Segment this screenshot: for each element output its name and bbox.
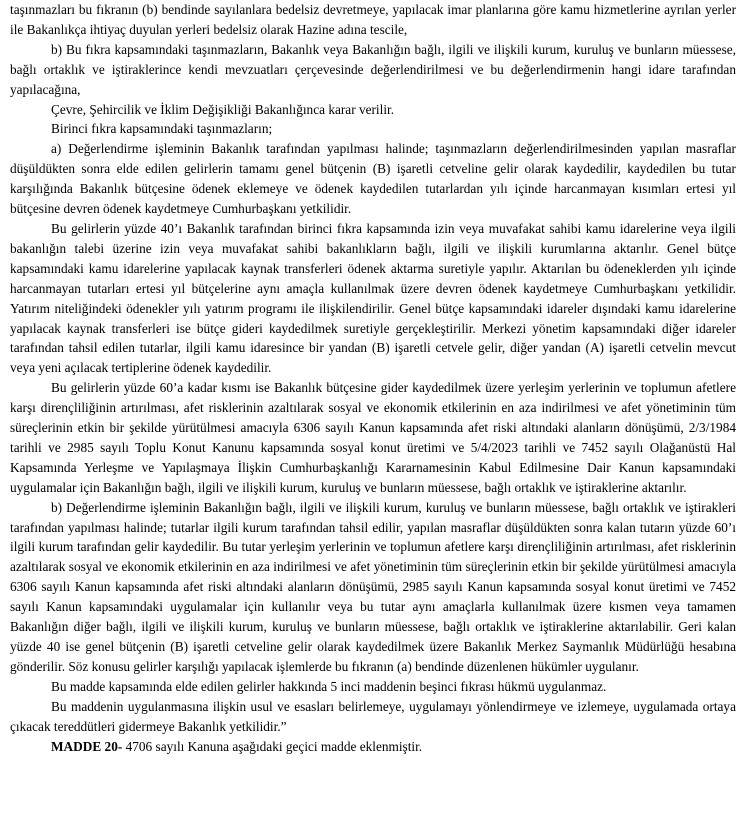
- paragraph-article-5: Bu madde kapsamında elde edilen gelirler hakkında 5 inci maddenin beşinci fıkrası hükmü uygulanmaz.: [51, 678, 607, 694]
- paragraph-a-ministry: a) Değerlendirme işleminin Bakanlık tarafından yapılması halinde; taşınmazların değerlendirilmesinden yapılan masraflar düşüldükten sonra elde edilen gelirlerin tamamı genel bütçenin (B) işaretli cetveline gelir olarak kaydedilir, kaydedilen bu tutar karşılığında Bakanlık bütçesine ödenek eklemeye ve ödenek kaydedilen tutarlardan yılı içinde harcanmayan kısımları ertesi yıl bütçesine devren ödenek kaydetmeye Cumhurbaşkanı yetkilidir.: [10, 141, 736, 217]
- paragraph-continuation: taşınmazları bu fıkranın (b) bendinde sayılanlara bedelsiz devretmeye, yapılacak imar planlarına göre kamu hizmetlerine ayrılan yerler ile Bakanlıkça ihtiyaç duyulan yerleri bedelsiz olarak Hazine adına tescile,: [10, 2, 736, 37]
- paragraph-first-clause: Birinci fıkra kapsamındaki taşınmazların;: [51, 121, 273, 137]
- article-heading: MADDE 20-: [51, 738, 123, 754]
- paragraph-forty-percent: Bu gelirlerin yüzde 40’ı Bakanlık tarafından birinci fıkra kapsamında izin veya muvafakat sahibi kamu idarelerine veya ilgili bakanlığın talebi üzerine izin veya muvafakat sahibi bakanlıkların bağlı, ilgili ve ilişkili kurumlarına aktarılır. Genel bütçe kapsamındaki kamu idarelerine yapılacak kaynak transferleri ödenek aktarma suretiyle yapılır. Aktarılan bu ödeneklerden yılı içinde harcanmayan tutarları ertesi yıl bütçelerine aynı amaçla kullanılmak üzere devren ödenek kaydetmeye Cumhurbaşkanı yetkilidir. Yatırım niteliğindeki ödenekler yılı yatırım programı ile ilişkilendirilir. Genel bütçe kapsamındaki idareler dışındaki kamu idarelerine yapılacak kaynak transferleri ise bütçe gideri kaydedilmek suretiyle gerçekleştirilir. Merkezi yönetim kapsamındaki diğer idareler tarafından tahsil edilen tutarlar, ilgili kamu idaresince bir yandan (B) işaretli cetvele gelir, diğer yandan (A) işaretli cetvelin mevcut veya yeni açılacak tertiplerine ödenek kaydedilir.: [10, 220, 736, 376]
- paragraph-sixty-percent: Bu gelirlerin yüzde 60’a kadar kısmı ise Bakanlık bütçesine gider kaydedilmek üzere yerleşim yerlerinin ve toplumun afetlere karşı dirençliliğinin artırılması, afet risklerinin azaltılarak sosyal ve ekonomik etkilerinin en aza indirilmesi ve afet yönetiminin tüm süreçlerinin etkin bir şekilde yürütülmesi amacıyla 6306 sayılı Kanun kapsamında afet riski altındaki alanların dönüşümü, 2/3/1984 tarihli ve 2985 sayılı Toplu Konut Kanunu kapsamında sosyal konut üretimi ve 5/4/2023 tarihli ve 7452 sayılı Olağanüstü Hal Kapsamında Yerleşme ve Yapılaşmaya İlişkin Cumhurbaşkanlığı Kararnamesinin Kabul Edilmesine Dair Kanun kapsamındaki uygulamalar için Bakanlığın bağlı, ilgili ve ilişkili kurum, kuruluş ve bunların müessese, bağlı ortaklık ve iştiraklerine aktarılır.: [10, 380, 736, 495]
- paragraph-b-evaluation: b) Bu fıkra kapsamındaki taşınmazların, Bakanlık veya Bakanlığın bağlı, ilgili ve ilişkili kurum, kuruluş ve bunların müessese, bağlı ortaklık ve iştiraklerince kendi mevzuatları çerçevesinde değerlendirilmesi ve bu değerlendirmenin hangi idare tarafından yapılacağına,: [10, 41, 736, 97]
- article-text: 4706 sayılı Kanuna aşağıdaki geçici madde eklenmiştir.: [122, 738, 423, 754]
- paragraph-ministry-decision: Çevre, Şehircilik ve İklim Değişikliği Bakanlığınca karar verilir.: [51, 101, 395, 117]
- paragraph-authority: Bu maddenin uygulanmasına ilişkin usul ve esasları belirlemeye, uygulamayı yönlendirmeye ve izlemeye, uygulamada ortaya çıkacak tereddütleri gidermeye Bakanlık yetkilidir.”: [10, 698, 736, 734]
- paragraph-b-institutions: b) Değerlendirme işleminin Bakanlığın bağlı, ilgili ve ilişkili kurum, kuruluş ve bunların müessese, bağlı ortaklık ve iştirakleri tarafından yapılması halinde; tutarlar ilgili kurum tarafından tahsil edilir, yapılan masraflar düşüldükten sonra kalan tutarın yüzde 60’ı ilgili kurum tarafından gelir kaydedilir. Bu tutar yerleşim yerlerinin ve toplumun afetlere karşı dirençliliğinin artırılması, afet risklerinin azaltılarak sosyal ve ekonomik etkilerinin en aza indirilmesi ve afet yönetiminin tüm süreçlerinin etkin bir şekilde yürütülmesi amacıyla 6306 sayılı Kanun kapsamında afet riski altındaki alanların dönüşümü, 2985 sayılı Kanun kapsamında sosyal konut üretimi ve 7452 sayılı Kanun kapsamındaki uygulamalar için kullanılır veya bu tutar aynı amaçlarla kullanılmak üzere kısmen veya tamamen Bakanlığın diğer bağlı, ilgili ve ilişkili kurum, kuruluş ve bunların müessese, bağlı ortaklık ve iştiraklerine aktarılabilir. Geri kalan yüzde 40 ise genel bütçenin (B) işaretli cetveline gelir olarak kaydedilmek üzere Bakanlık Merkez Saymanlık Müdürlüğü hesabına gönderilir. Söz konusu gelirler karşılığı yapılacak işlemlerde bu fıkranın (a) bendinde düzenlenen hükümler uygulanır.: [10, 499, 736, 674]
- paragraph-article-20: [10, 737, 736, 757]
